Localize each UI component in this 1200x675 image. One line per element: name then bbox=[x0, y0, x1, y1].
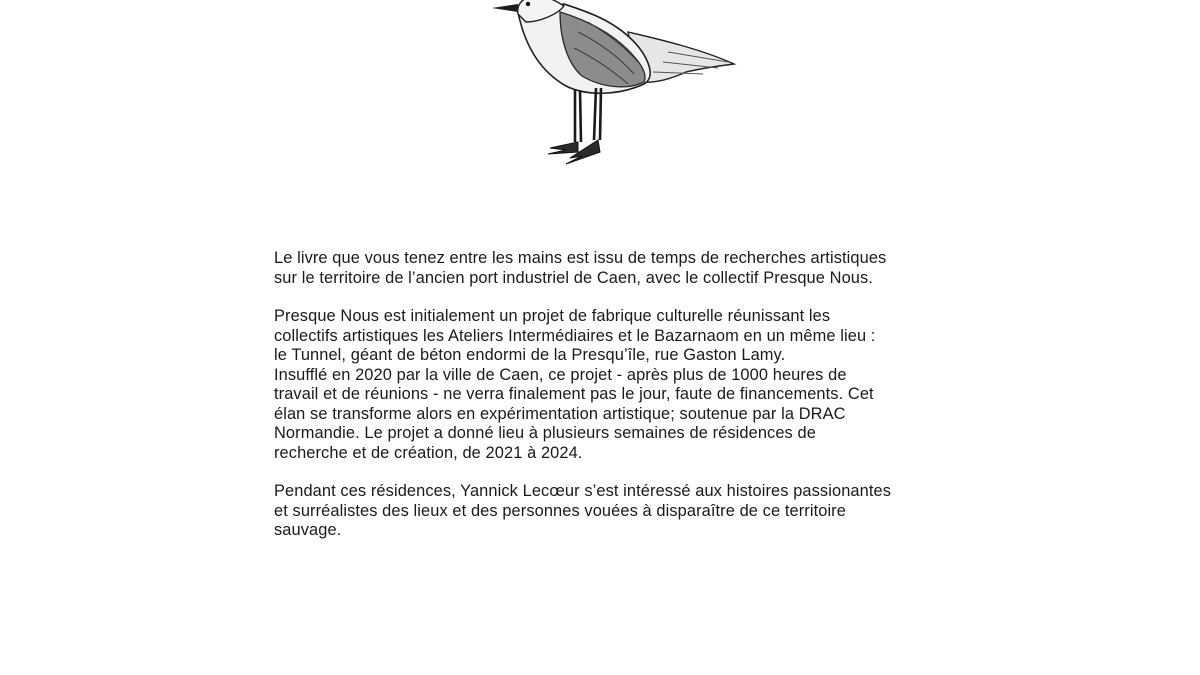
paragraph-gap bbox=[274, 463, 954, 482]
intro-text bbox=[274, 249, 954, 541]
paragraph-2-line-4: Insufflé en 2020 par la ville de Caen, ce projet - après plus de 1000 heures de bbox=[274, 365, 847, 384]
paragraph-gap bbox=[274, 288, 954, 307]
paragraph-2-line-5: travail et de réunions - ne verra finalement pas le jour, faute de financements. Cet bbox=[274, 385, 874, 403]
paragraph-2-line-6: élan se transforme alors en expérimentation artistique; soutenue par la DRAC bbox=[274, 404, 846, 423]
paragraph-2-line-7: Normandie. Le projet a donné lieu à plusieurs semaines de résidences de bbox=[274, 424, 816, 442]
paragraph-2-line-3: le Tunnel, géant de béton endormi de la Presqu’île, rue Gaston Lamy. bbox=[274, 346, 786, 364]
paragraph-2-line-1: Presque Nous est initialement un projet de fabrique culturelle réunissant les bbox=[274, 307, 831, 325]
paragraph-2-line-8: recherche et de création, de 2021 à 2024. bbox=[274, 443, 583, 462]
paragraph-3-line-3: sauvage. bbox=[274, 521, 342, 539]
paragraph-2-line-2: collectifs artistiques les Ateliers Intermédiaires et le Bazarnaom en un même lieu : bbox=[274, 326, 876, 345]
paragraph-3-line-2: et surréalistes des lieux et des personnes vouées à disparaître de ce territoire bbox=[274, 501, 846, 520]
paragraph-1-line-2: sur le territoire de l’ancien port industriel de Caen, avec le collectif Presque Nous. bbox=[274, 268, 873, 287]
seagull-illustration-icon bbox=[478, 0, 746, 174]
paragraph-1-line-1: Le livre que vous tenez entre les mains est issu de temps de recherches artistiques bbox=[274, 249, 887, 267]
paragraph-3-line-1: Pendant ces résidences, Yannick Lecœur s’est intéressé aux histoires passionantes bbox=[274, 482, 892, 500]
